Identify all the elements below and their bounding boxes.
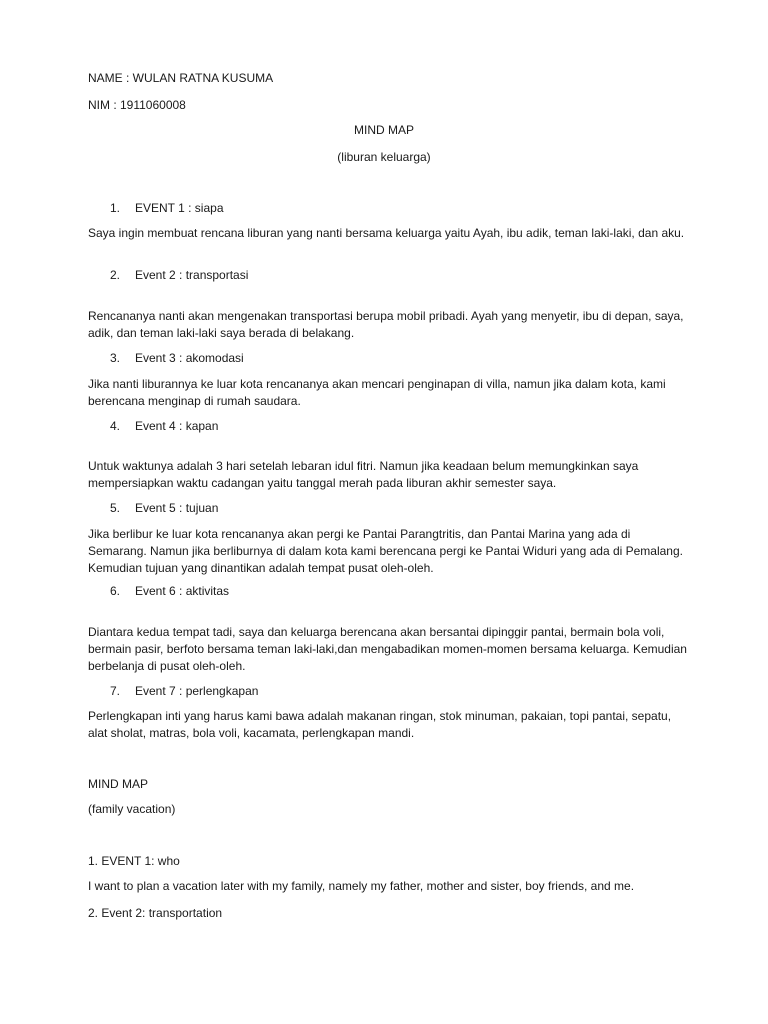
section-paragraph: Saya ingin membuat rencana liburan yang nanti bersama keluarga yaitu Ayah, ibu adik, teman laki-laki, dan aku. xyxy=(88,226,685,240)
section-paragraph: Jika nanti liburannya ke luar kota rencananya akan mencari penginapan di villa, namun jika dalam kota, kami berencana menginap di rumah saudara. xyxy=(88,377,666,408)
student-nim: NIM : 1911060008 xyxy=(88,98,186,112)
section-heading-text: Event 5 : tujuan xyxy=(135,501,219,515)
section-heading-text: Event 4 : kapan xyxy=(135,419,219,433)
section-heading xyxy=(110,683,258,700)
page-subtitle: (liburan keluarga) xyxy=(337,150,431,164)
section-paragraph: Untuk waktunya adalah 3 hari setelah lebaran idul fitri. Namun jika keadaan belum memungkinkan saya mempersiapkan waktu cadangan yaitu tanggal merah pada liburan akhir semester saya. xyxy=(88,459,639,490)
section-paragraph: Jika berlibur ke luar kota rencananya akan pergi ke Pantai Parangtritis, dan Pantai Marina yang ada di Semarang. Namun jika berliburnya di dalam kota kami berencana pergi ke Pantai Widuri yang ada di Pemalang. Kemudian tujuan yang dinantikan adalah tempat pusat oleh-oleh. xyxy=(88,527,683,575)
section-heading-text: EVENT 1 : siapa xyxy=(135,201,224,215)
section-number: 7. xyxy=(110,684,121,698)
section-heading-text: Event 3 : akomodasi xyxy=(135,351,244,365)
section-paragraph: Perlengkapan inti yang harus kami bawa adalah makanan ringan, stok minuman, pakaian, topi pantai, sepatu, alat sholat, matras, bola voli, kacamata, perlengkapan mandi. xyxy=(88,709,672,740)
student-name: NAME : WULAN RATNA KUSUMA xyxy=(88,71,274,85)
section-number: 1. xyxy=(110,201,121,215)
section-heading-text: Event 2 : transportasi xyxy=(135,268,249,282)
section-heading xyxy=(110,200,224,217)
section-number: 6. xyxy=(110,584,121,598)
english-title: MIND MAP xyxy=(88,777,148,791)
english-section-heading: 1. EVENT 1: who xyxy=(88,854,180,868)
english-section-paragraph: I want to plan a vacation later with my family, namely my father, mother and sister, boy friends, and me. xyxy=(88,879,635,893)
section-heading xyxy=(110,583,229,600)
section-paragraph: Rencananya nanti akan mengenakan transportasi berupa mobil pribadi. Ayah yang menyetir, ibu di depan, saya, adik, dan teman laki-laki saya berada di belakang. xyxy=(88,309,684,340)
section-heading xyxy=(110,500,218,517)
section-heading-text: Event 7 : perlengkapan xyxy=(135,684,259,698)
section-heading xyxy=(110,418,218,435)
section-number: 3. xyxy=(110,351,121,365)
section-number: 4. xyxy=(110,419,121,433)
section-paragraph: Diantara kedua tempat tadi, saya dan keluarga berencana akan bersantai dipinggir pantai, bermain bola voli, bermain pasir, berfoto bersama teman laki-laki,dan mengabadikan momen-momen bersama keluarga. Kemudian berbelanja di pusat oleh-oleh. xyxy=(88,625,687,673)
english-section-heading: 2. Event 2: transportation xyxy=(88,906,223,920)
english-subtitle: (family vacation) xyxy=(88,802,176,816)
section-number: 5. xyxy=(110,501,121,515)
section-number: 2. xyxy=(110,268,121,282)
section-heading-text: Event 6 : aktivitas xyxy=(135,584,230,598)
section-heading xyxy=(110,267,248,284)
section-heading xyxy=(110,350,244,367)
page-title: MIND MAP xyxy=(354,123,414,137)
